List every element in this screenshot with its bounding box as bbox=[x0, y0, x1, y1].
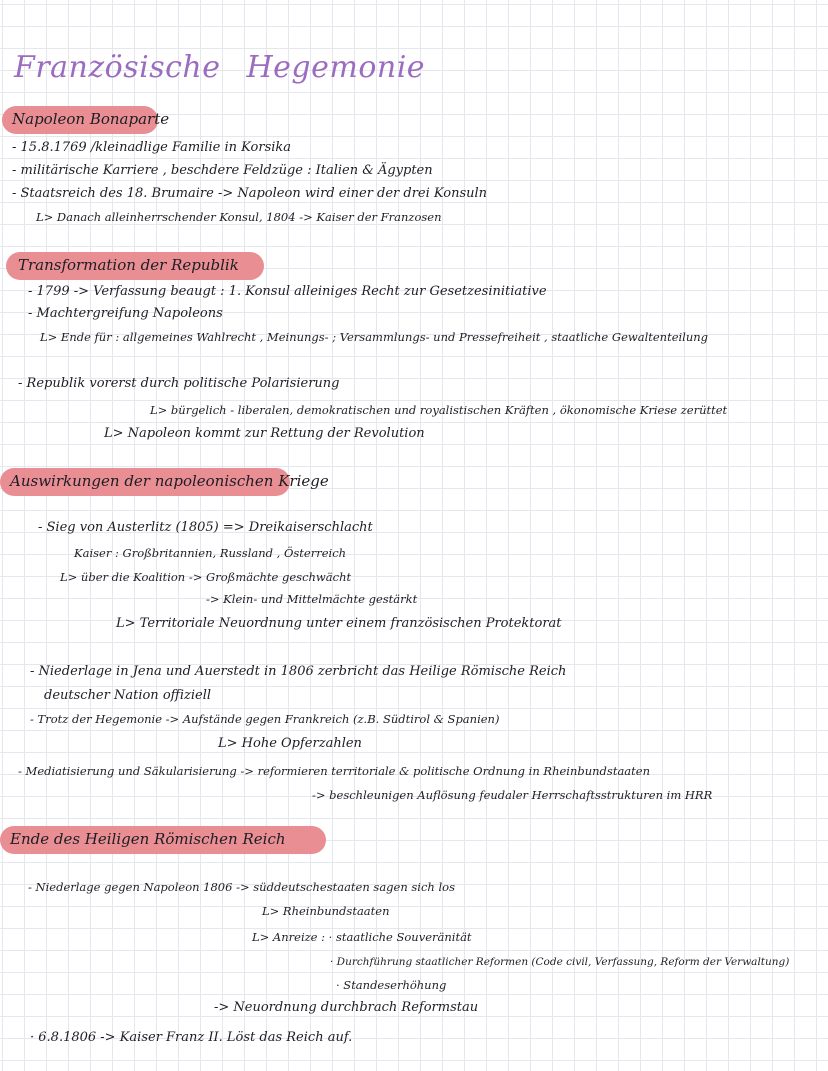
note-line: - 15.8.1769 /kleinadlige Familie in Korsika bbox=[12, 140, 292, 155]
note-line: - Republik vorerst durch politische Polarisierung bbox=[18, 376, 340, 391]
note-line: L> Hohe Opferzahlen bbox=[218, 736, 362, 751]
note-line: deutscher Nation offiziell bbox=[44, 688, 212, 703]
note-line: L> Rheinbundstaaten bbox=[262, 904, 390, 918]
title-word-1: Französische bbox=[14, 50, 221, 85]
note-line: · Durchführung staatlicher Reformen (Code civil, Verfassung, Reform der Verwaltung) bbox=[330, 956, 790, 968]
note-line: -> beschleunigen Auflösung feudaler Herrschaftsstrukturen im HRR bbox=[312, 788, 713, 802]
note-line: · Standeserhöhung bbox=[336, 978, 447, 992]
note-line: L> Ende für : allgemeines Wahlrecht , Meinungs- ; Versammlungs- und Pressefreiheit , staatliche Gewaltenteilung bbox=[40, 330, 709, 344]
note-line: - Sieg von Austerlitz (1805) => Dreikaiserschlacht bbox=[38, 520, 373, 535]
note-line: · 6.8.1806 -> Kaiser Franz II. Löst das Reich auf. bbox=[30, 1030, 353, 1045]
note-line: -> Neuordnung durchbrach Reformstau bbox=[214, 1000, 479, 1015]
note-line: Kaiser : Großbritannien, Russland , Österreich bbox=[74, 546, 347, 560]
section-heading-transformation: Transformation der Republik bbox=[18, 256, 239, 274]
note-line: L> bürgelich - liberalen, demokratischen und royalistischen Kräften , ökonomische Kriese zerüttet bbox=[150, 403, 728, 417]
title-word-2: Hegemonie bbox=[246, 50, 426, 85]
note-line: -> Klein- und Mittelmächte gestärkt bbox=[206, 592, 418, 606]
page-title bbox=[14, 50, 425, 85]
note-line: - Machtergreifung Napoleons bbox=[28, 306, 223, 321]
note-line: L> Danach alleinherrschender Konsul, 1804 -> Kaiser der Franzosen bbox=[36, 210, 442, 224]
note-line: - Niederlage in Jena und Auerstedt in 1806 zerbricht das Heilige Römische Reich bbox=[30, 664, 567, 679]
note-line: - Mediatisierung und Säkularisierung -> reformieren territoriale & politische Ordnung in Rheinbundstaaten bbox=[18, 764, 650, 778]
note-line: - 1799 -> Verfassung beaugt : 1. Konsul alleiniges Recht zur Gesetzesinitiative bbox=[28, 284, 547, 299]
note-line: - Niederlage gegen Napoleon 1806 -> süddeutschestaaten sagen sich los bbox=[28, 880, 455, 894]
note-line: L> Napoleon kommt zur Rettung der Revolution bbox=[104, 426, 425, 441]
note-line: - militärische Karriere , beschdere Feldzüge : Italien & Ägypten bbox=[12, 163, 433, 178]
note-line: L> über die Koalition -> Großmächte geschwächt bbox=[60, 570, 352, 584]
note-line: - Staatsreich des 18. Brumaire -> Napoleon wird einer der drei Konsuln bbox=[12, 186, 488, 201]
note-line: - Trotz der Hegemonie -> Aufstände gegen Frankreich (z.B. Südtirol & Spanien) bbox=[30, 712, 500, 726]
note-line: L> Territoriale Neuordnung unter einem französischen Protektorat bbox=[116, 616, 562, 631]
section-heading-napoleon: Napoleon Bonaparte bbox=[12, 110, 170, 128]
note-line: L> Anreize : · staatliche Souveränität bbox=[252, 930, 472, 944]
section-heading-auswirkungen: Auswirkungen der napoleonischen Kriege bbox=[10, 472, 329, 490]
section-heading-ende: Ende des Heiligen Römischen Reich bbox=[10, 830, 286, 848]
